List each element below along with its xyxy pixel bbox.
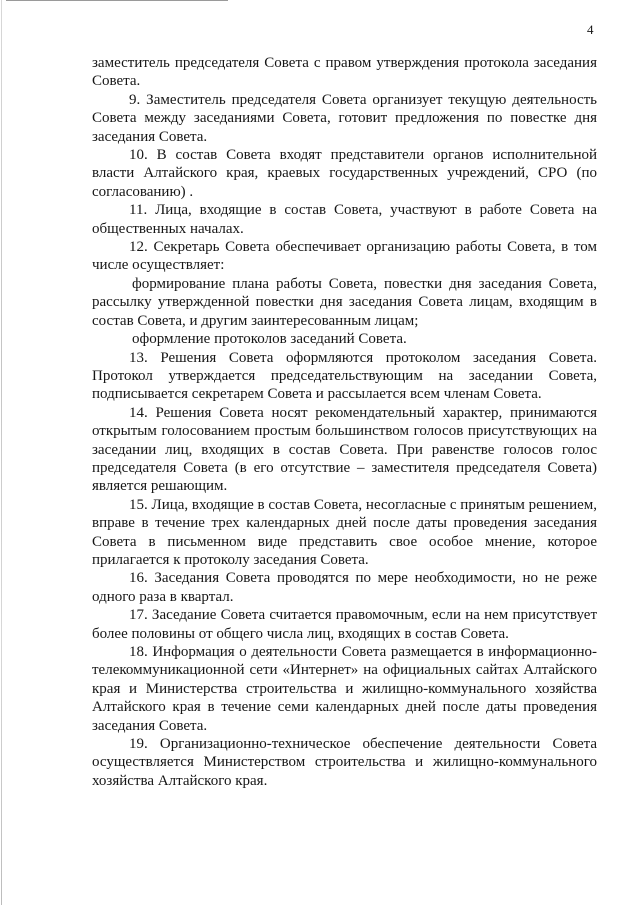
paragraph-12-item-1: формирование плана работы Совета, повестки дня заседания Совета, рассылку утвержденной повестки дня заседания Совета лицам, входящим в состав Совета, и другим заинтересованным лицам; <box>92 275 597 329</box>
paragraph-14: 14. Решения Совета носят рекомендательный характер, принимаются открытым голосованием простым большинством голосов присутствующих на заседании лиц, входящих в состав Совета. При равенстве голосов голос председателя Совета (в его отсутствие – заместителя председателя Совета) является решающим. <box>92 404 597 495</box>
paragraph-17: 17. Заседание Совета считается правомочным, если на нем присутствует более половины от общего числа лиц, входящих в состав Совета. <box>92 607 597 642</box>
paragraph-13: 13. Решения Совета оформляются протоколом заседания Совета. Протокол утверждается председательствующим на заседании Совета, подписывается секретарем Совета и рассылается всем членам Совета. <box>92 349 597 403</box>
document-body <box>92 54 597 790</box>
paragraph-continuation: заместитель председателя Совета с правом утверждения протокола заседания Совета. <box>92 55 597 90</box>
paragraph-12: 12. Секретарь Совета обеспечивает организацию работы Совета, в том числе осуществляет: <box>92 239 597 274</box>
paragraph-18: 18. Информация о деятельности Совета размещается в информационно-телекоммуникационной сети «Интернет» на официальных сайтах Алтайского края и Министерства строительства и жилищно-коммунального хозяйства Алтайского края в течение семи календарных дней после даты проведения заседания Совета. <box>92 644 597 734</box>
paragraph-11: 11. Лица, входящие в состав Совета, участвуют в работе Совета на общественных началах. <box>92 202 597 237</box>
scan-border-left <box>1 0 2 905</box>
paragraph-10: 10. В состав Совета входят представители органов исполнительной власти Алтайского края, краевых государственных учреждений, СРО (по согласованию) . <box>92 147 597 200</box>
page-number: 4 <box>587 22 594 37</box>
paragraph-15: 15. Лица, входящие в состав Совета, несогласные с принятым решением, вправе в течение трех календарных дней после даты проведения заседания Совета в письменном виде представить свое особое мнение, которое прилагается к протоколу заседания Совета. <box>92 496 597 568</box>
paragraph-12-item-2: оформление протоколов заседаний Совета. <box>132 331 407 348</box>
paragraph-16: 16. Заседания Совета проводятся по мере необходимости, но не реже одного раза в квартал. <box>92 570 597 605</box>
scan-border-top <box>6 0 228 1</box>
paragraph-9: 9. Заместитель председателя Совета организует текущую деятельность Совета между заседаниями Совета, готовит предложения по повестке дня заседания Совета. <box>92 91 597 145</box>
paragraph-19: 19. Организационно-техническое обеспечение деятельности Совета осуществляется Министерством строительства и жилищно-коммунального хозяйства Алтайского края. <box>92 736 597 789</box>
